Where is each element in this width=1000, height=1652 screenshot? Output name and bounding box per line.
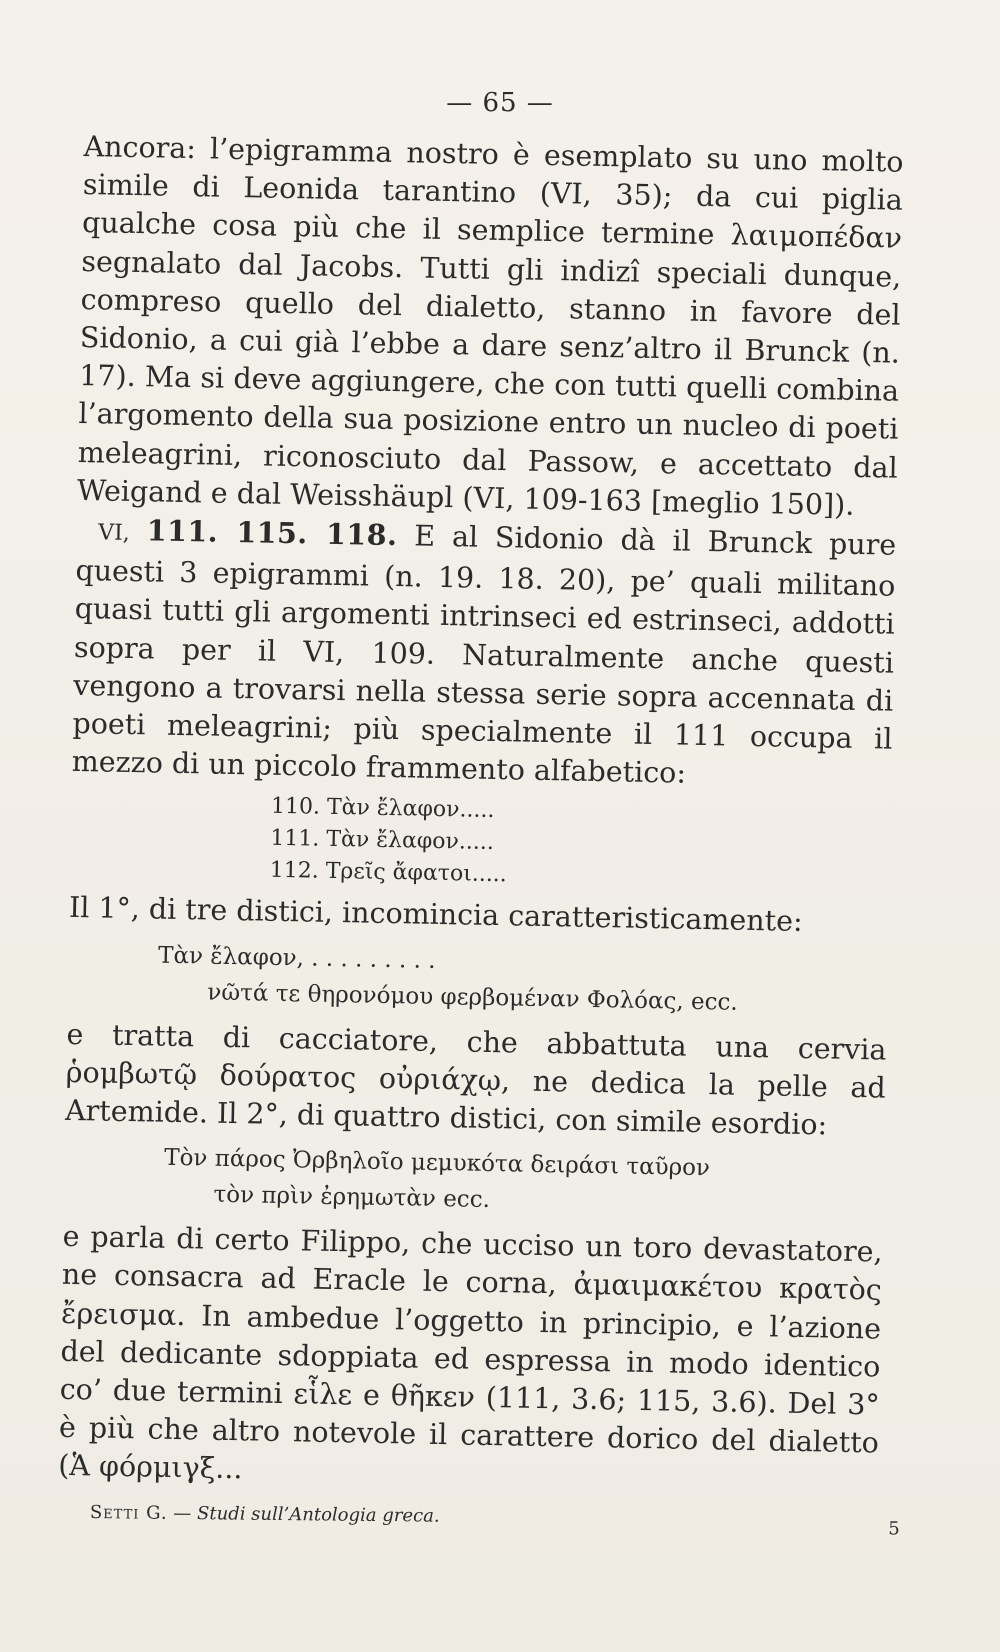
list-item: 111. Τὰν ἔλαφον..... bbox=[270, 826, 495, 856]
paragraph-2-text: E al Sidonio dà il Brunck pure questi 3 epigrammi (n. 19. 18. 20), pe’ quali militano quasi tutti gli argomenti intrinseci ed estrinseci, addotti sopra per il VI, 109. Naturalmente anche questi vengono a trovarsi nella stessa serie sopra accennata di poeti meleagrini; più specialmente il 111 occupa il mezzo di un piccolo frammento alfabetico: bbox=[71, 519, 897, 790]
verse-quote-1 bbox=[157, 937, 888, 1023]
verse-1-line-2: νῶτά τε θηρονόμου φερβομέναν Φολόας, ecc. bbox=[207, 979, 738, 1016]
verse-quote-2 bbox=[163, 1140, 884, 1226]
body-text bbox=[58, 128, 904, 1501]
footer-author: Setti G. bbox=[89, 1502, 168, 1524]
verse-1-line-1: Τὰν ἔλαφον, . . . . . . . . . bbox=[157, 942, 436, 974]
paragraph-5: e parla di certo Filippo, che ucciso un toro devastatore, ne consacra ad Eracle le corna, ἀμαιμακέτου κρατὸς ἔρεισμα. In ambedue l’oggetto in principio, e l’azione del dedicante sdoppiata ed espressa in modo identico co’ due termini εἷλε e θῆκεν (111, 3.6; 115, 3.6). Del 3° è più che altro notevole il carattere dorico del dialetto (Ἁ φόρμιγξ... bbox=[57, 1220, 883, 1486]
paragraph-2-cite: 111. 115. 118. bbox=[146, 513, 398, 553]
verse-2-line-2: τὸν πρὶν ἐρημωτὰν ecc. bbox=[213, 1181, 491, 1214]
footer-separator: — bbox=[173, 1502, 192, 1525]
footer-signature: 5 bbox=[888, 1518, 900, 1540]
paragraph-2-prefix: VI, bbox=[97, 520, 131, 546]
footer-title: Studi sull’Antologia greca. bbox=[196, 1503, 440, 1527]
list-item: 112. Τρεῖς ἄφατοι..... bbox=[269, 858, 508, 888]
page-number: — 65 — bbox=[446, 88, 554, 118]
paragraph-1: Ancora: l’epigramma nostro è esemplato su uno molto simile di Leonida tarantino (VI, 35); da cui piglia qualche cosa più che il semplice termine λαιμοπέδαν segnalato dal Jacobs. Tutti gli indizî speciali dunque, compreso quello del dialetto, stanno in favore del Sidonio, a cui già l’ebbe a dare senz’altro il Brunck (n. 17). Ma si deve aggiungere, che con tutti quelli combina l’argomento della sua posizione entro un nucleo di poeti meleagrini, riconosciuto dal Passow, e accettato dal Weigand e dal Weisshäupl (VI, 109-163 [meglio 150]). bbox=[76, 129, 904, 522]
paragraph-3: Il 1°, di tre distici, incomincia caratteristicamente: bbox=[68, 891, 803, 939]
list-item: 110. Τὰν ἔλαφον..... bbox=[270, 794, 495, 824]
paragraph-4: e tratta di cacciatore, che abbattuta una cervia ῥομβωτῷ δούρατος οὐριάχῳ, ne dedica la pelle ad Artemide. Il 2°, di quattro distici, con simile esordio: bbox=[64, 1017, 887, 1142]
verse-2-line-1: Τὸν πάρος Ὀρβηλοῖο μεμυκότα δειράσι ταῦρον bbox=[163, 1144, 711, 1182]
alphabetic-list bbox=[269, 791, 891, 899]
page-footer bbox=[89, 1502, 910, 1540]
paragraph-2 bbox=[71, 510, 896, 797]
